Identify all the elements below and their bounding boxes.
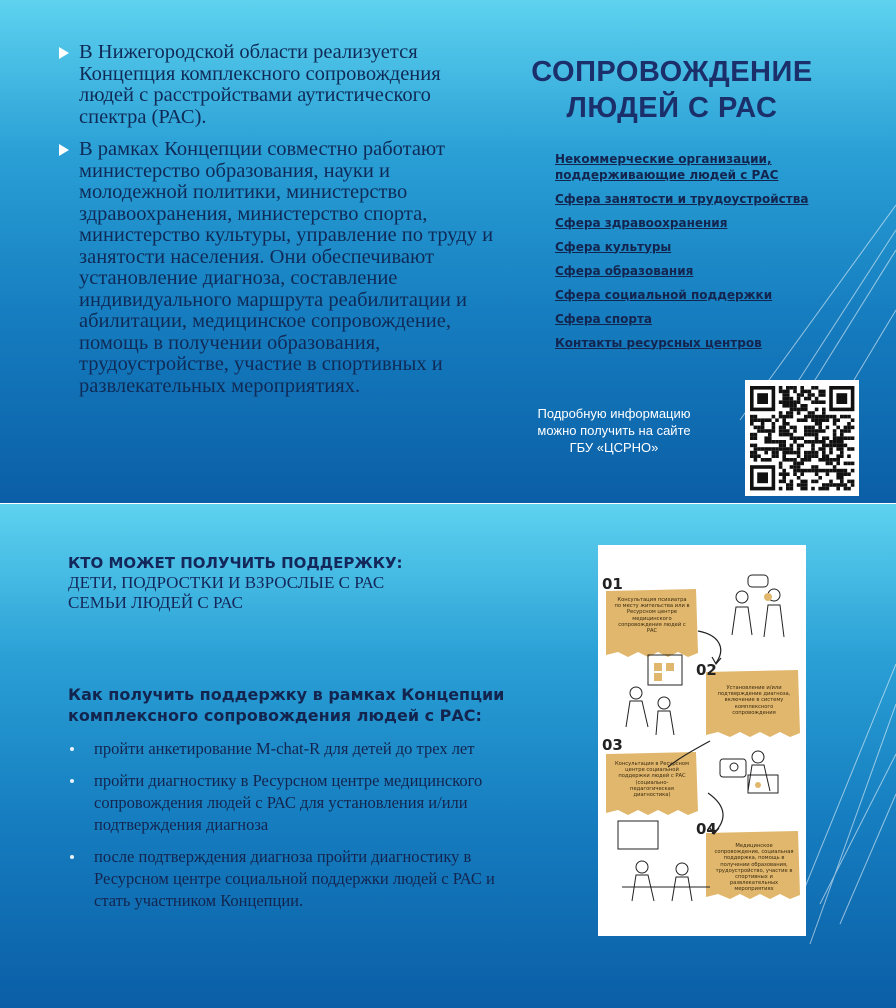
step-number: 03 [602, 736, 623, 754]
who-block [68, 554, 508, 613]
link-sport[interactable]: Сфера спорта [555, 311, 653, 326]
link-resource-centers[interactable]: Контакты ресурсных центров [555, 335, 762, 350]
how-item [68, 770, 528, 836]
step-number: 01 [602, 575, 623, 593]
link-culture[interactable]: Сфера культуры [555, 239, 672, 254]
how-item-text: пройти диагностику в Ресурсном центре медицинского сопровождения людей с РАС для установления и/или подтверждения диагноза [94, 771, 483, 834]
info-line: Подробную информацию [537, 406, 691, 421]
triangle-bullet-icon [59, 144, 69, 156]
bullet-text: В рамках Концепции совместно работают министерство образования, науки и молодежной политики, министерство здравоохранения, министерство спорта, министерство культуры, управление по труду и занятости населения. Они обеспечивают установление диагноза, составление индивидуального маршрута реабилитации и абилитации, медицинское сопровождение, помощь в получении образования, трудоустройстве, участие в спортивных и развлекательных мероприятиях. [79, 138, 494, 397]
info-text [505, 405, 723, 456]
how-block [68, 684, 528, 922]
how-item [68, 738, 528, 760]
who-line: СЕМЬИ ЛЮДЕЙ С РАС [68, 593, 243, 612]
link-social-support[interactable]: Сфера социальной поддержки [555, 287, 773, 302]
bullet-text: В Нижегородской области реализуется Концепция комплексного сопровождения людей с расстройствами аутистического спектра (РАС). [79, 41, 441, 128]
how-item-text: после подтверждения диагноза пройти диагностику в Ресурсном центре социальной поддержки людей с РАС и стать участником Концепции. [94, 847, 495, 910]
slide-concept [0, 0, 896, 503]
link-education[interactable]: Сфера образования [555, 263, 694, 278]
triangle-bullet-icon [59, 47, 69, 59]
title-line: СОПРОВОЖДЕНИЕ [531, 56, 813, 88]
title-line: ЛЮДЕЙ С РАС [566, 92, 778, 124]
who-heading: КТО МОЖЕТ ПОЛУЧИТЬ ПОДДЕРЖКУ: [68, 554, 403, 572]
how-title: Как получить поддержку в рамках Концепции комплексного сопровождения людей с РАС: [68, 685, 505, 725]
step-number: 02 [696, 661, 717, 679]
concept-bullets [58, 42, 498, 408]
qr-code-icon [745, 380, 859, 496]
link-healthcare[interactable]: Сфера здравоохранения [555, 215, 728, 230]
step-text: Установление и/или подтверждение диагноза, включение в систему комплексного сопровождения [717, 685, 791, 716]
qr-code[interactable] [745, 380, 859, 496]
link-employment[interactable]: Сфера занятости и трудоустройства [555, 191, 809, 206]
how-list [68, 738, 528, 912]
step-number: 04 [696, 820, 717, 838]
sphere-links [555, 152, 815, 360]
how-item-text: пройти анкетирование M-chat-R для детей до трех лет [94, 739, 475, 758]
step-text: Консультация психиатра по месту жительства или в Ресурсном центре медицинского сопровождения людей с РАС [614, 597, 690, 635]
step-text: Консультация в Ресурсном центре социальной поддержки людей с РАС (социально-педагогическая диагностика) [615, 761, 689, 799]
concept-bullet [58, 139, 498, 397]
bullet-dot-icon [70, 855, 74, 859]
slide-support [0, 504, 896, 1008]
info-line: ГБУ «ЦСРНО» [569, 440, 659, 455]
info-line: можно получить на сайте [537, 423, 691, 438]
step-text: Медицинское сопровождение, социальная поддержка, помощь в получении образования, трудоустройство, участие в спортивных и развлекательных мероприятиях [714, 843, 794, 893]
slide-title [512, 54, 832, 126]
link-nko[interactable]: Некоммерческие организации, поддерживающие людей с РАС [555, 152, 779, 182]
bullet-dot-icon [70, 747, 74, 751]
how-item [68, 846, 528, 912]
bullet-dot-icon [70, 779, 74, 783]
concept-bullet [58, 42, 498, 128]
steps-infographic [598, 545, 806, 936]
who-line: ДЕТИ, ПОДРОСТКИ И ВЗРОСЛЫЕ С РАС [68, 573, 385, 592]
